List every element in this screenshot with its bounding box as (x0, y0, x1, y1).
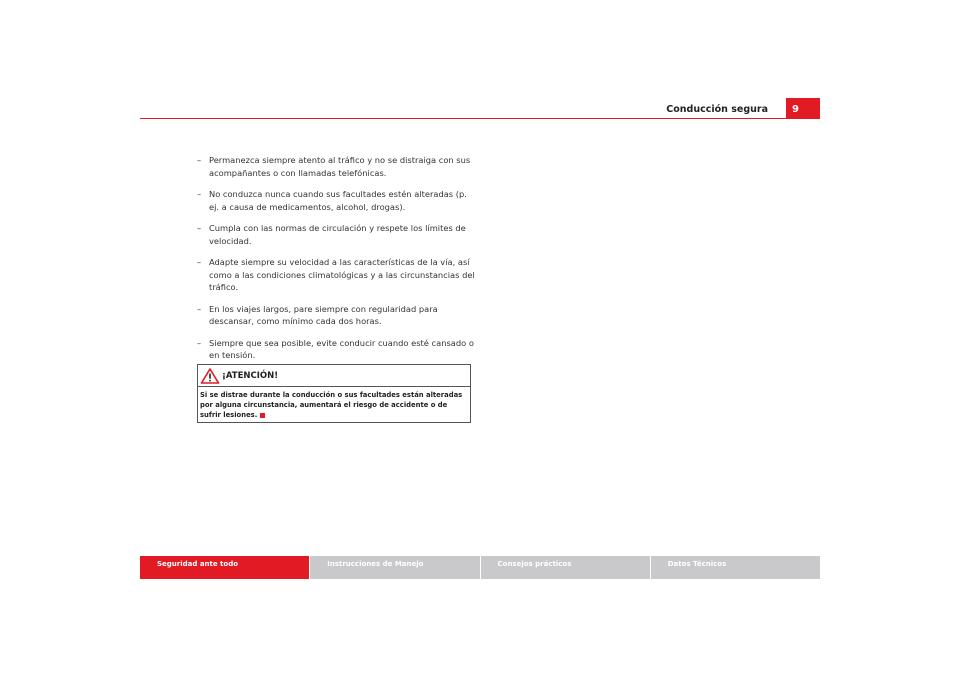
warning-header (198, 365, 470, 387)
warning-title: ¡ATENCIÓN! (222, 371, 279, 381)
list-item: – Cumpla con las normas de circulación y respete los límites de velocidad. (197, 223, 466, 246)
section-title: Conducción segura (666, 104, 768, 115)
footer-tab-consejos[interactable]: Consejos prácticos (481, 556, 650, 579)
header-divider (140, 118, 820, 119)
list-item: – Siempre que sea posible, evite conducir cuando esté cansado o en tensión. (197, 337, 474, 360)
footer-tab-seguridad[interactable]: Seguridad ante todo (140, 556, 309, 579)
footer-tab-datos[interactable]: Datos Técnicos (651, 556, 820, 579)
bullet-list (197, 154, 475, 371)
warning-box (197, 364, 471, 423)
warning-triangle-icon (200, 367, 220, 385)
end-of-section-marker (260, 413, 265, 418)
footer-tab-instrucciones[interactable]: Instrucciones de Manejo (310, 556, 479, 579)
warning-text: Si se distrae durante la conducción o sus facultades están alteradas por alguna circunstancia, aumentará el riesgo de accidente o de sufrir lesiones. (200, 391, 463, 420)
page-number: 9 (786, 98, 820, 119)
list-item: – Permanezca siempre atento al tráfico y no se distraiga con sus acompañantes o con llamadas telefónicas. (197, 155, 471, 178)
footer-nav (140, 556, 820, 579)
list-item: – No conduzca nunca cuando sus facultades estén alteradas (p. ej. a causa de medicamentos, alcohol, drogas). (197, 189, 467, 212)
list-item: – En los viajes largos, pare siempre con regularidad para descansar, como mínimo cada dos horas. (197, 303, 438, 326)
list-item: – Adapte siempre su velocidad a las características de la vía, así como a las condiciones climatológicas y a las circunstancias del tráfico. (197, 257, 475, 292)
